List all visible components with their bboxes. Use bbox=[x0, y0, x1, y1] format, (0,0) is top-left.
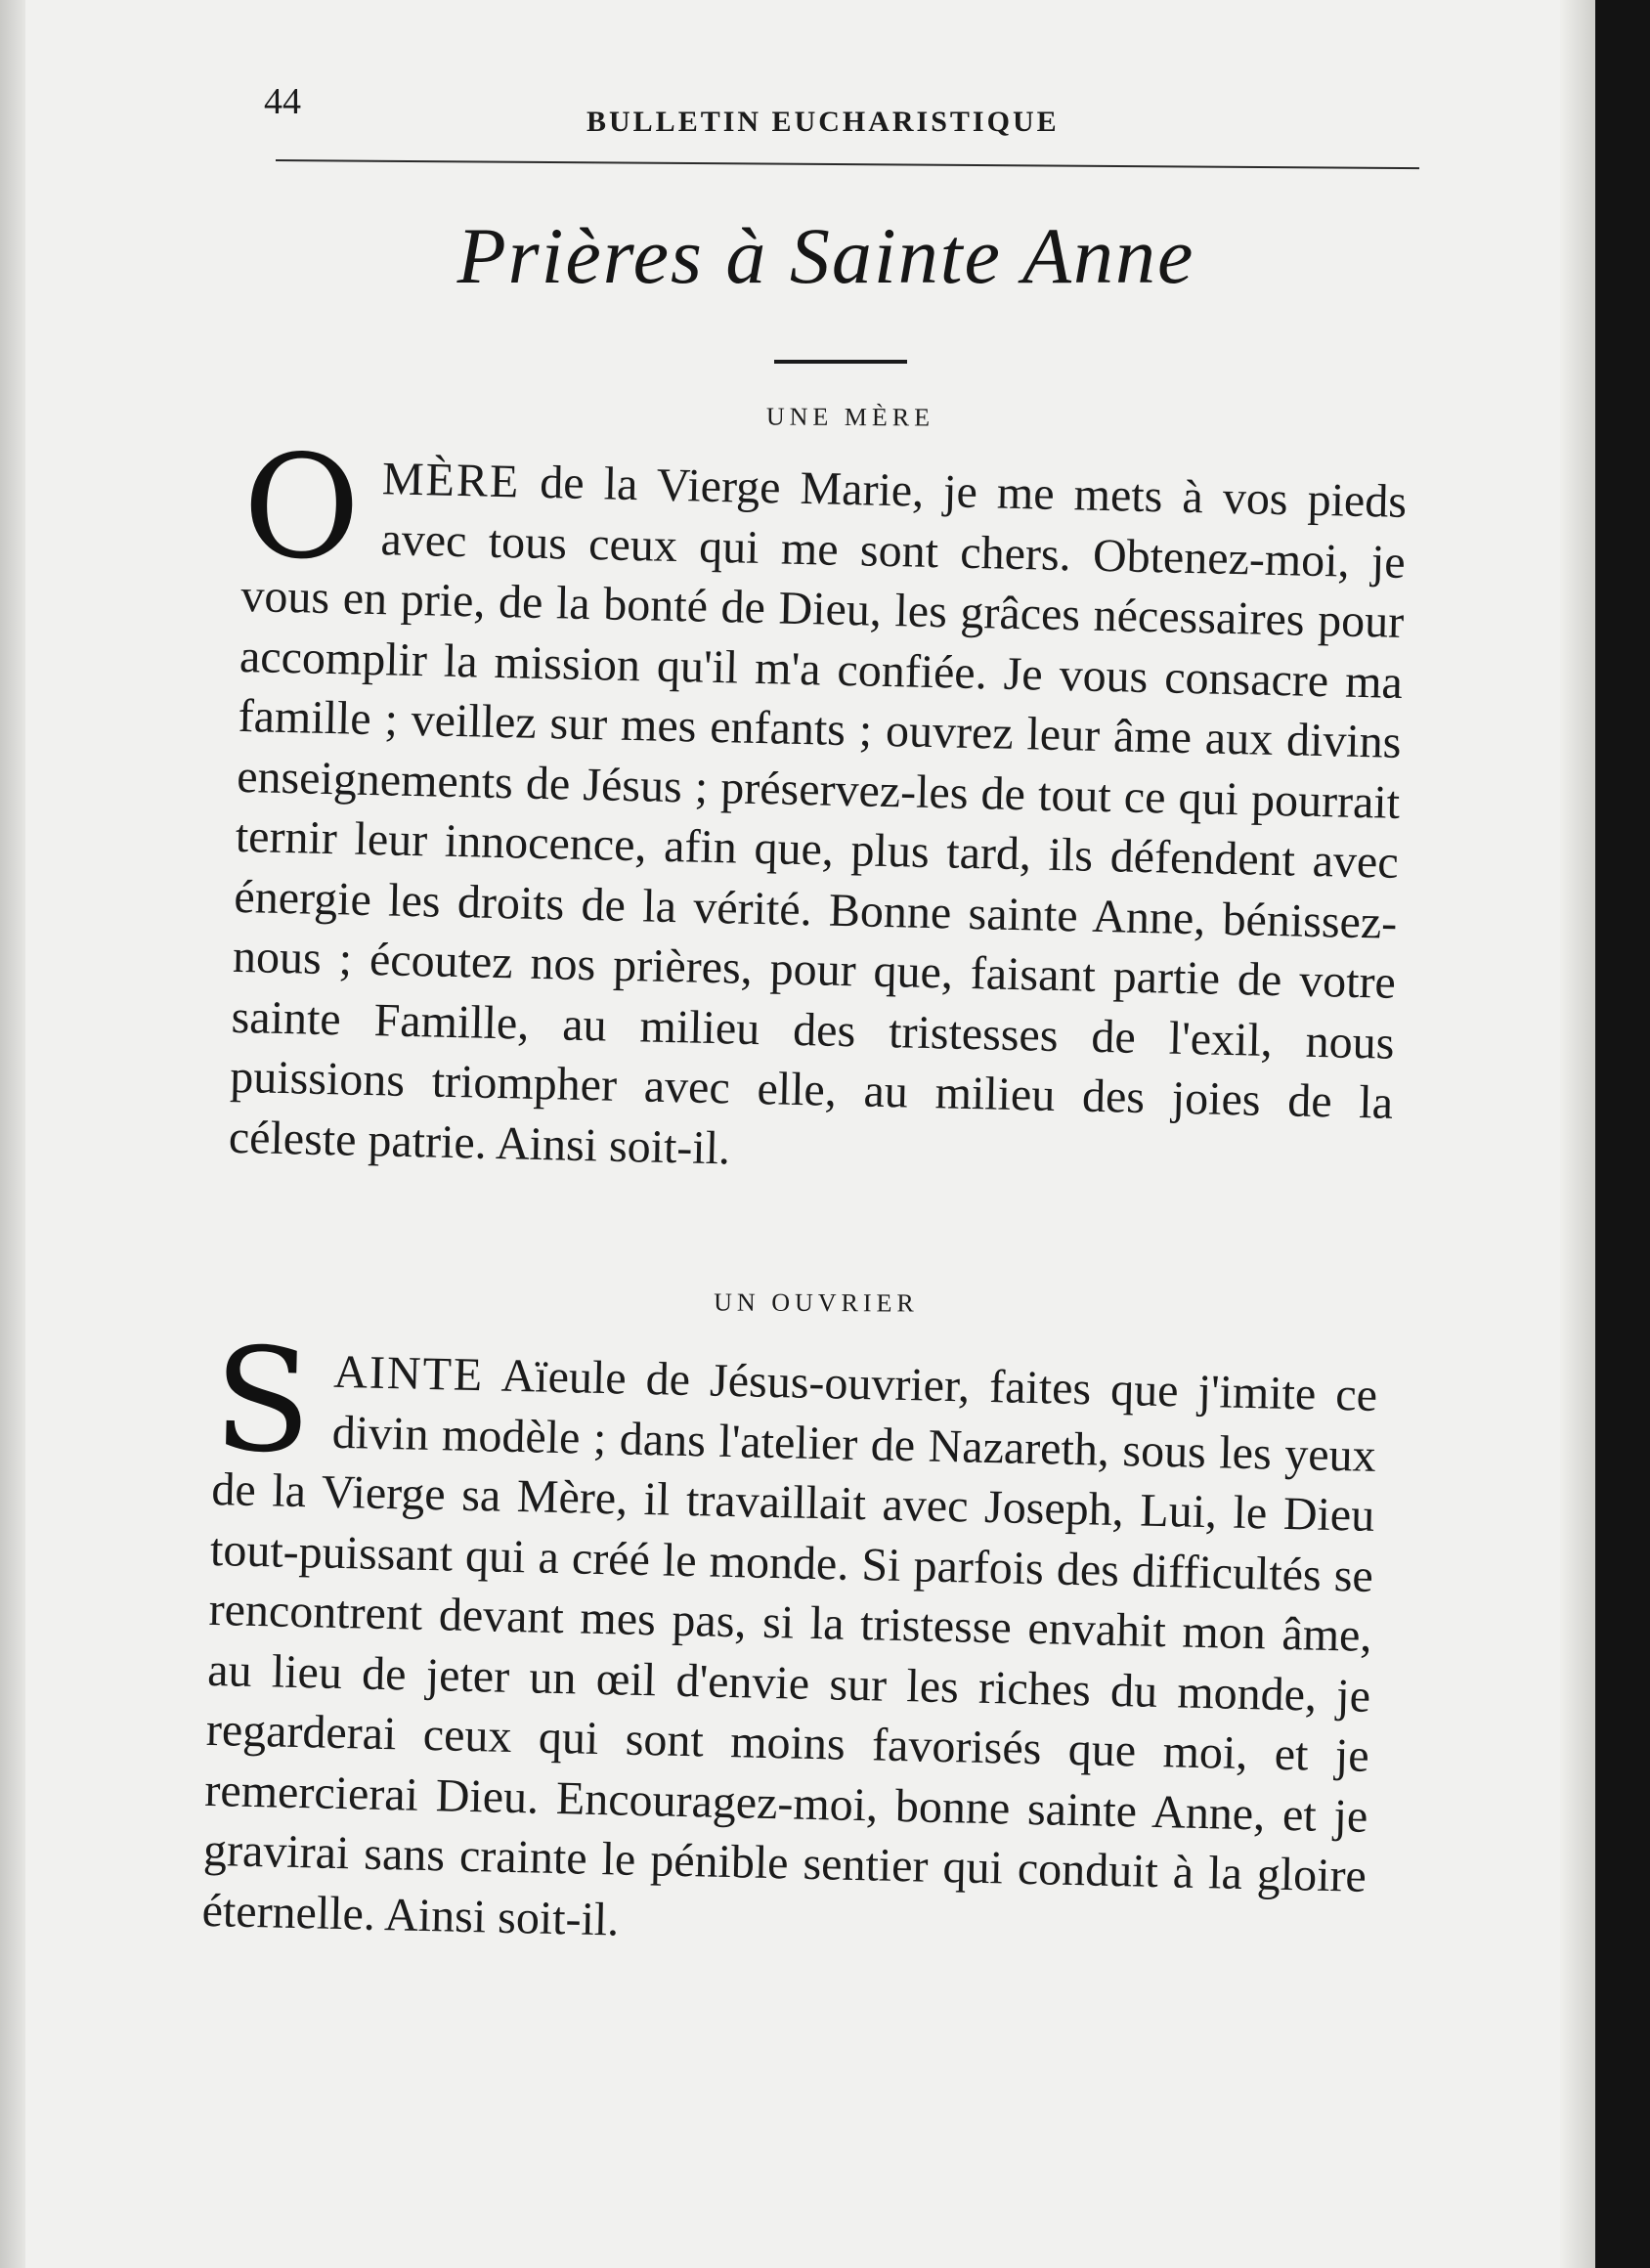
prayer-text: Aïeule de Jésus-ouvrier, faites que j'imite ce divin modèle ; dans l'atelier de Nazareth, sous les yeux de la Vierge sa Mère, il travaillait avec Joseph, Lui, le Dieu tout-puissant qui a créé le monde. Si parfois des difficultés se rencontrent devant mes pas, si la tristesse envahit mon âme, au lieu de jeter un œil d'envie sur les riches du monde, je regarderai ceux qui sont moins favorisés que moi, et je remercierai Dieu. Encouragez-moi, bonne sainte Anne, et je gravirai sans crainte le pénible sentier qui conduit à la gloire éternelle. Ainsi soit-il. bbox=[201, 1349, 1378, 1946]
prayer-une-mere bbox=[228, 423, 1408, 1194]
prayer-text: de la Vierge Marie, je me mets à vos pieds avec tous ceux qui me sont chers. Obtenez-moi, je vous en prie, de la bonté de Dieu, les grâces nécessaires pour accomplir la mission qu'il m'a confiée. Je vous consacre ma famille ; veillez sur mes enfants ; ouvrez leur âme aux divins enseignements de Jésus ; préservez-les de tout ce qui pourrait ternir leur innocence, afin que, plus tard, ils défendent avec énergie les droits de la vérité. Bonne sainte Anne, bénissez-nous ; écoutez nos prières, pour que, faisant partie de votre sainte Famille, au milieu des tristesses de l'exil, nous puissions triompher avec elle, au milieu des joies de la céleste patrie. Ainsi soit-il. bbox=[228, 456, 1408, 1174]
scan-left-margin bbox=[0, 0, 25, 2268]
prayer-first-word: AINTE bbox=[332, 1345, 485, 1402]
prayer-un-ouvrier bbox=[201, 1317, 1378, 1967]
scan-right-border bbox=[1595, 0, 1650, 2268]
section-heading-une-mere: UNE MÈRE bbox=[765, 402, 935, 432]
drop-cap: S bbox=[211, 1317, 314, 1486]
running-title: BULLETIN EUCHARISTIQUE bbox=[586, 106, 1060, 138]
scan-page-edge bbox=[1560, 0, 1595, 2268]
page-number: 44 bbox=[264, 81, 301, 122]
page-title: Prières à Sainte Anne bbox=[456, 211, 1195, 300]
section-heading-un-ouvrier: UN OUVRIER bbox=[714, 1287, 919, 1318]
title-divider bbox=[774, 360, 907, 364]
header-rule bbox=[276, 159, 1419, 169]
drop-cap: O bbox=[240, 423, 363, 592]
prayer-first-word: MÈRE bbox=[381, 453, 521, 508]
